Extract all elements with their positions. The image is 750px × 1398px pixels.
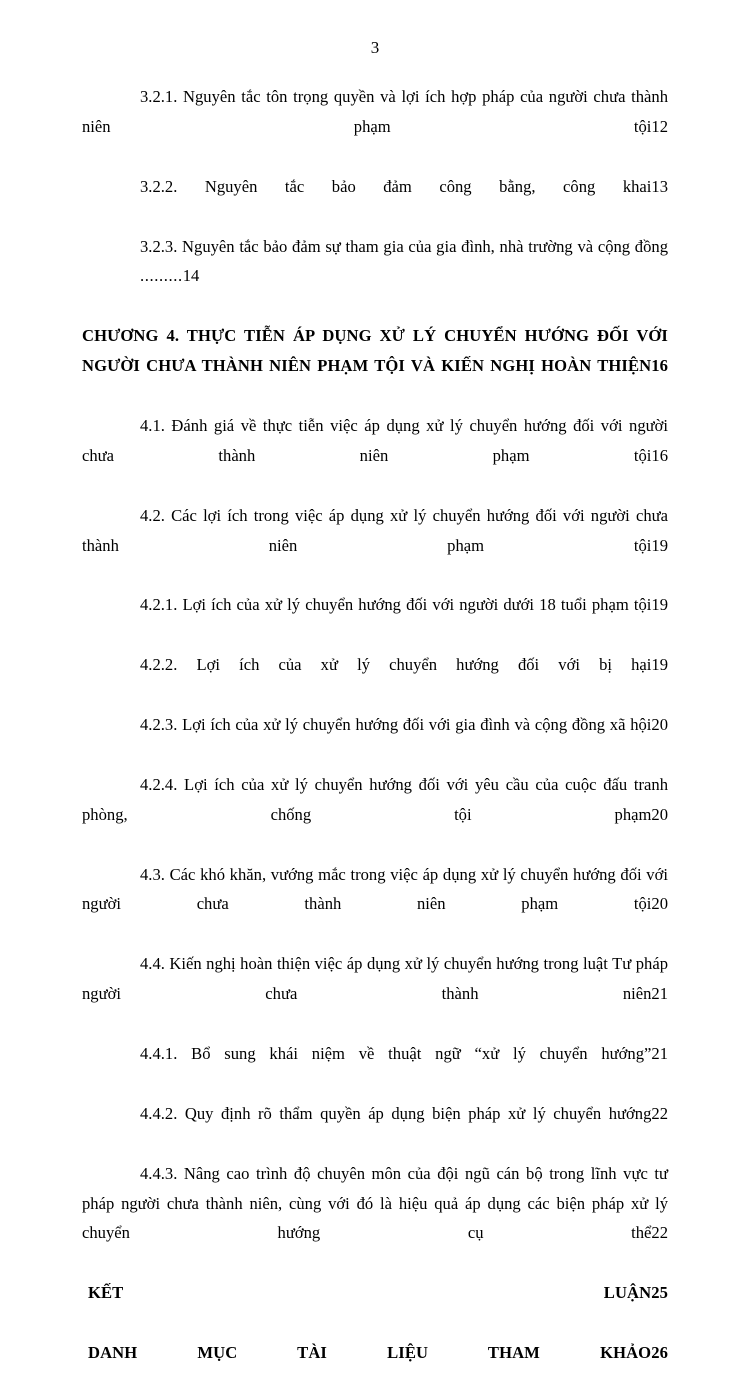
toc-entry-tail	[651, 1223, 668, 1242]
toc-entry-tail	[651, 356, 668, 375]
toc-page-number: 20	[651, 894, 668, 914]
toc-entry[interactable]	[82, 232, 668, 322]
toc-page-number: 20	[651, 804, 668, 824]
toc-entry-tail	[651, 446, 668, 465]
toc-entry[interactable]	[82, 411, 668, 501]
toc-entry-title: KẾT LUẬN	[88, 1283, 652, 1303]
toc-entry[interactable]	[82, 1039, 668, 1099]
toc-page-number: 21	[651, 1044, 668, 1063]
toc-entry-title: 4.3. Các khó khăn, vướng mắc trong việc áp dụng xử lý chuyển hướng đối với người chưa thành niên phạm tội	[82, 864, 668, 914]
toc-entry-title: CHƯƠNG 4. THỰC TIỄN ÁP DỤNG XỬ LÝ CHUYỂN HƯỚNG ĐỐI VỚI NGƯỜI CHƯA THÀNH NIÊN PHẠM TỘI VÀ KIẾN NGHỊ HOÀN THIỆN	[82, 326, 668, 376]
toc-entry[interactable]	[82, 650, 668, 710]
toc-leader-dots: .........	[140, 266, 183, 286]
toc-page-number: 19	[651, 655, 668, 675]
table-of-contents	[82, 82, 668, 1398]
toc-entry-title: 4.2.2. Lợi ích của xử lý chuyển hướng đối với bị hại	[140, 655, 652, 675]
toc-entry-title: 4.4.3. Nâng cao trình độ chuyên môn của đội ngũ cán bộ trong lĩnh vực tư pháp người chưa thành niên, cùng với đó là hiệu quả áp dụng các biện pháp xử lý chuyển hướng cụ thể	[82, 1163, 668, 1243]
toc-entry-tail	[651, 1104, 668, 1123]
toc-page-number: 14	[182, 266, 200, 286]
toc-entry-title: 4.4.2. Quy định rõ thẩm quyền áp dụng biện pháp xử lý chuyển hướng	[140, 1103, 652, 1123]
toc-page-number: 25	[651, 1283, 668, 1303]
toc-entry-title: 3.2.1. Nguyên tắc tôn trọng quyền và lợi ích hợp pháp của người chưa thành niên phạm tội	[82, 87, 668, 136]
toc-entry[interactable]	[82, 860, 668, 950]
toc-page-number: 22	[651, 1223, 668, 1243]
toc-entry[interactable]	[82, 1159, 668, 1279]
toc-entry[interactable]	[82, 82, 668, 172]
toc-entry[interactable]	[82, 949, 668, 1039]
toc-entry-tail	[651, 536, 668, 555]
toc-entry-tail	[82, 266, 199, 285]
toc-page-number: 21	[651, 984, 668, 1004]
toc-entry-title: 4.2.1. Lợi ích của xử lý chuyển hướng đối với người dưới 18 tuổi phạm tội	[140, 595, 652, 615]
toc-entry[interactable]	[82, 501, 668, 591]
toc-entry-tail	[651, 595, 668, 614]
toc-entry[interactable]	[82, 710, 668, 770]
toc-entry-title: 4.1. Đánh giá về thực tiễn việc áp dụng xử lý chuyển hướng đối với người chưa thành niên phạm tội	[82, 415, 668, 465]
toc-entry[interactable]	[82, 1099, 668, 1159]
toc-page-number: 12	[651, 116, 668, 136]
toc-entry[interactable]	[82, 770, 668, 860]
page-number: 3	[370, 38, 380, 57]
toc-entry-title: 4.2.4. Lợi ích của xử lý chuyển hướng đối với yêu cầu của cuộc đấu tranh phòng, chống tội phạm	[82, 774, 668, 824]
toc-page-number: 22	[651, 1103, 668, 1123]
toc-entry-tail	[651, 894, 668, 913]
toc-entry-title: 3.2.3. Nguyên tắc bảo đảm sự tham gia của gia đình, nhà trường và cộng đồng	[140, 236, 668, 256]
toc-entry-title: 4.4. Kiến nghị hoàn thiện việc áp dụng xử lý chuyển hướng trong luật Tư pháp người chưa thành niên	[82, 954, 668, 1004]
toc-page-number: 13	[651, 176, 668, 196]
toc-page-number: 26	[651, 1343, 668, 1363]
toc-entry[interactable]	[82, 1338, 668, 1398]
toc-entry-title: 4.2.3. Lợi ích của xử lý chuyển hướng đối với gia đình và cộng đồng xã hội	[140, 715, 652, 735]
toc-entry-tail	[651, 655, 668, 674]
toc-page-number: 16	[651, 445, 668, 465]
toc-entry-tail	[651, 1283, 668, 1302]
toc-page-number: 16	[651, 356, 668, 376]
toc-entry-tail	[651, 805, 668, 824]
toc-page-number: 19	[651, 595, 668, 615]
toc-page-number: 19	[651, 535, 668, 555]
toc-entry-title: 4.4.1. Bổ sung khái niệm về thuật ngữ “xử lý chuyển hướng”	[140, 1044, 652, 1063]
toc-entry-title: DANH MỤC TÀI LIỆU THAM KHẢO	[88, 1343, 652, 1363]
toc-entry[interactable]	[82, 1278, 668, 1338]
toc-entry-title: 4.2. Các lợi ích trong việc áp dụng xử lý chuyển hướng đối với người chưa thành niên phạm tội	[82, 505, 668, 555]
toc-entry-tail	[651, 1044, 668, 1063]
toc-entry-tail	[651, 715, 668, 734]
toc-entry-title: 3.2.2. Nguyên tắc bảo đảm công bằng, công khai	[140, 176, 652, 196]
toc-entry[interactable]	[82, 321, 668, 411]
toc-page-number: 20	[651, 715, 668, 735]
toc-entry-tail	[651, 984, 668, 1003]
toc-entry-tail	[651, 177, 668, 196]
toc-entry-tail	[651, 117, 668, 136]
toc-entry[interactable]	[82, 590, 668, 650]
toc-entry[interactable]	[82, 172, 668, 232]
toc-entry-tail	[651, 1343, 668, 1362]
